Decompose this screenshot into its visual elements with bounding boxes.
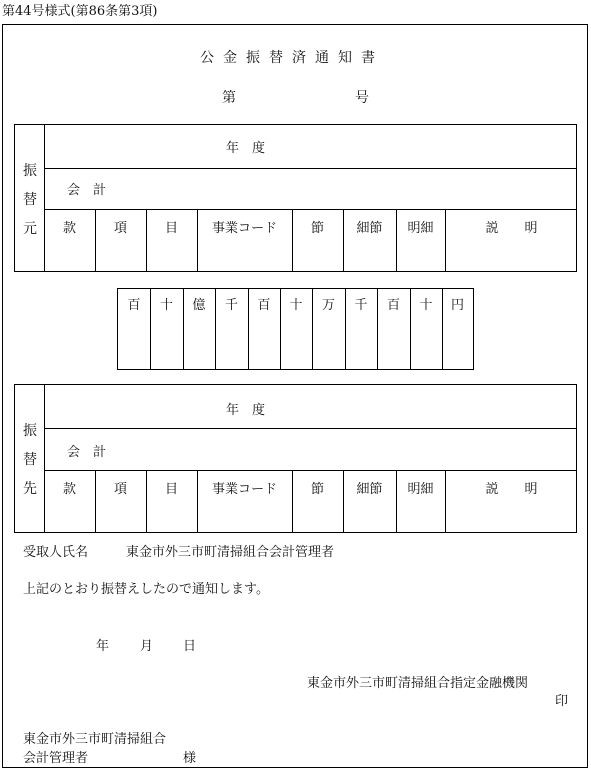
digit-label: 百 — [386, 298, 400, 313]
dest-col-description: 説 明 — [485, 482, 538, 497]
dest-col-moku: 目 — [164, 482, 178, 497]
dest-col-project-code: 事業コード — [211, 482, 277, 497]
dest-col-setsu: 節 — [310, 482, 324, 497]
source-col-saisetsu: 細節 — [356, 221, 383, 236]
document-title: 公金振替済通知書 — [200, 50, 384, 66]
source-account: 会 計 — [67, 183, 107, 198]
source-col-moku: 目 — [164, 221, 178, 236]
bank-name: 東金市外三市町清掃組合指定金融機関 — [307, 676, 529, 691]
notice-text: 上記のとおり振替えしたので通知します。 — [23, 582, 269, 597]
dest-col-meisai: 明細 — [407, 482, 434, 497]
digit-label: 千 — [224, 298, 238, 313]
source-side-char: 替 — [23, 192, 37, 208]
digit-label: 百 — [127, 298, 141, 313]
seal-mark: 印 — [555, 694, 569, 709]
source-block — [14, 124, 577, 272]
dest-side-char: 振 — [23, 423, 37, 439]
number-label: 第 — [222, 90, 236, 106]
date-year: 年 — [96, 639, 110, 654]
dest-account: 会 計 — [67, 445, 107, 460]
source-col-setsu: 節 — [310, 221, 324, 236]
form-number: 第44号様式(第86条第3項) — [2, 4, 158, 19]
dest-col-kan: 款 — [62, 482, 76, 497]
digit-label: 円 — [450, 298, 464, 313]
source-side-char: 振 — [23, 163, 37, 179]
digit-label: 千 — [354, 298, 368, 313]
dest-fiscal-year: 年 度 — [226, 403, 266, 418]
digit-label: 十 — [289, 298, 303, 313]
addressee-sama: 様 — [183, 751, 197, 766]
source-col-meisai: 明細 — [407, 221, 434, 236]
digit-label: 億 — [192, 298, 206, 313]
source-col-kan: 款 — [62, 221, 76, 236]
dest-side-char: 替 — [23, 452, 37, 468]
dest-col-kou: 項 — [113, 482, 127, 497]
recipient-name: 東金市外三市町清掃組合会計管理者 — [126, 545, 335, 560]
digit-label: 十 — [419, 298, 433, 313]
dest-col-saisetsu: 細節 — [356, 482, 383, 497]
source-fiscal-year: 年 度 — [226, 141, 266, 156]
source-col-project-code: 事業コード — [211, 221, 277, 236]
dest-side-char: 先 — [23, 481, 37, 497]
dest-block — [14, 384, 577, 533]
source-col-description: 説 明 — [485, 221, 538, 236]
addressee-org: 東金市外三市町清掃組合 — [23, 732, 167, 747]
digit-label: 万 — [321, 298, 335, 313]
source-col-kou: 項 — [113, 221, 127, 236]
date-month: 月 — [140, 639, 154, 654]
amount-grid — [117, 288, 474, 370]
date-day: 日 — [183, 639, 197, 654]
recipient-label: 受取人氏名 — [23, 545, 89, 560]
number-suffix: 号 — [355, 90, 369, 106]
digit-label: 十 — [159, 298, 173, 313]
addressee-title: 会計管理者 — [23, 751, 89, 766]
digit-label: 百 — [257, 298, 271, 313]
source-side-char: 元 — [23, 221, 37, 237]
